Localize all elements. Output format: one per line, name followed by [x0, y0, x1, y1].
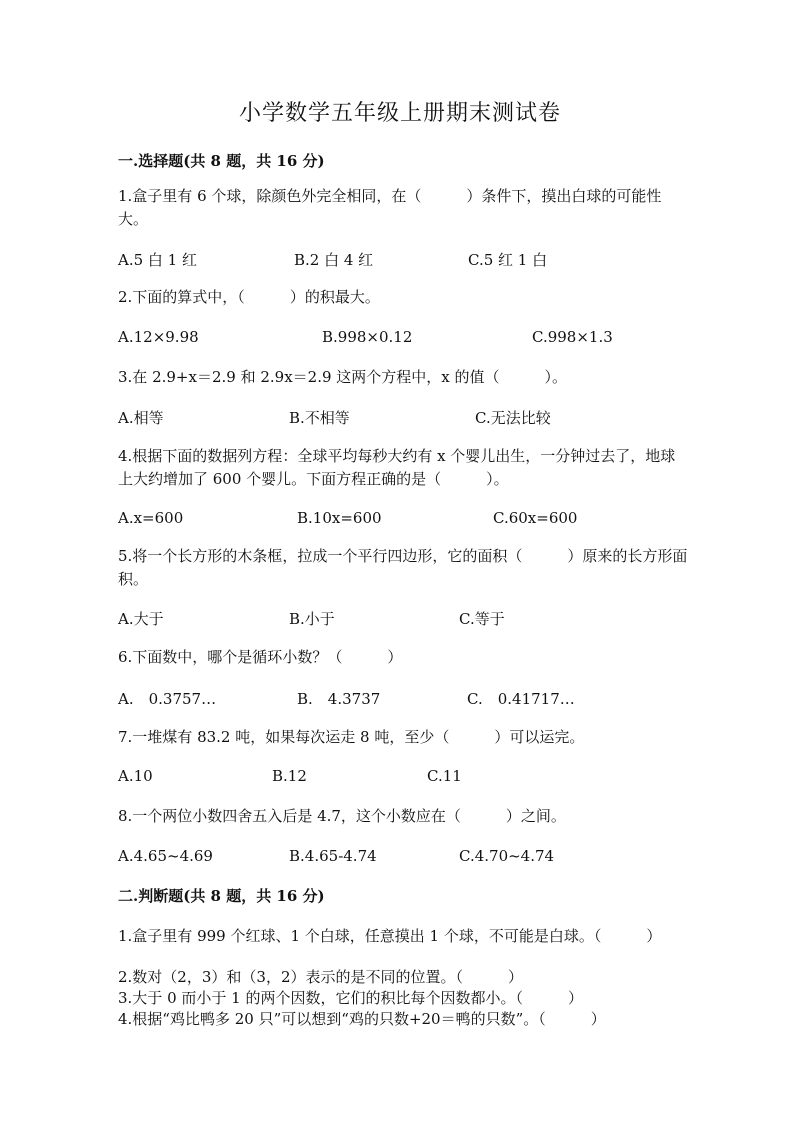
- option-a: A.4.65~4.69: [118, 847, 213, 865]
- option-c: C.60x=600: [493, 509, 578, 527]
- judgment-item: 4.根据“鸡比鸭多 20 只”可以想到“鸡的只数+20＝鸭的只数”。（ ）: [118, 1010, 606, 1028]
- option-c: C. 0.41717…: [467, 690, 575, 708]
- judgment-item: 2.数对（2，3）和（3，2）表示的是不同的位置。（ ）: [118, 968, 523, 986]
- option-a: A.5 白 1 红: [118, 251, 197, 269]
- section-heading-choice: 一.选择题(共 8 题，共 16 分): [118, 152, 325, 170]
- option-a: A.x=600: [118, 509, 184, 527]
- option-b: B.4.65-4.74: [289, 847, 377, 865]
- option-b: B.998×0.12: [322, 328, 413, 346]
- question-6: 6.下面数中，哪个是循环小数？（ ）: [118, 648, 403, 666]
- option-a: A.相等: [118, 409, 164, 427]
- section-heading-judgment: 二.判断题(共 8 题，共 16 分): [118, 887, 325, 905]
- option-b: B.10x=600: [297, 509, 382, 527]
- question-2: 2.下面的算式中，（ ）的积最大。: [118, 288, 380, 306]
- option-b: B.小于: [289, 610, 335, 628]
- option-b: B.2 白 4 红: [294, 251, 374, 269]
- option-c: C.无法比较: [475, 409, 551, 427]
- option-a: A. 0.3757…: [118, 690, 217, 708]
- question-5: 5.将一个长方形的木条框，拉成一个平行四边形，它的面积（ ）原来的长方形面积。: [118, 547, 688, 588]
- judgment-item: 3.大于 0 而小于 1 的两个因数，它们的积比每个因数都小。（ ）: [118, 989, 583, 1007]
- option-c: C.等于: [459, 610, 505, 628]
- option-c: C.998×1.3: [532, 328, 613, 346]
- question-7: 7.一堆煤有 83.2 吨，如果每次运走 8 吨，至少（ ）可以运完。: [118, 728, 585, 746]
- question-4: 4.根据下面的数据列方程：全球平均每秒大约有 x 个婴儿出生，一分钟过去了，地球上大约增加了 600 个婴儿。下面方程正确的是（ ）。: [118, 447, 676, 488]
- page-title: 小学数学五年级上册期末测试卷: [238, 101, 561, 126]
- question-1: 1.盒子里有 6 个球，除颜色外完全相同，在（ ）条件下，摸出白球的可能性大。: [118, 187, 662, 228]
- option-c: C.4.70~4.74: [459, 847, 555, 865]
- question-3: 3.在 2.9+x＝2.9 和 2.9x＝2.9 这两个方程中，x 的值（ ）。: [118, 368, 568, 386]
- option-b: B.12: [272, 767, 307, 785]
- option-a: A.大于: [118, 610, 164, 628]
- option-a: A.12×9.98: [118, 328, 199, 346]
- option-c: C.5 红 1 白: [468, 251, 548, 269]
- option-c: C.11: [427, 767, 462, 785]
- option-b: B. 4.3737: [297, 690, 381, 708]
- question-8: 8.一个两位小数四舍五入后是 4.7，这个小数应在（ ）之间。: [118, 807, 566, 825]
- option-b: B.不相等: [289, 409, 350, 427]
- option-a: A.10: [118, 767, 153, 785]
- judgment-item: 1.盒子里有 999 个红球、1 个白球，任意摸出 1 个球，不可能是白球。（ ）: [118, 927, 662, 945]
